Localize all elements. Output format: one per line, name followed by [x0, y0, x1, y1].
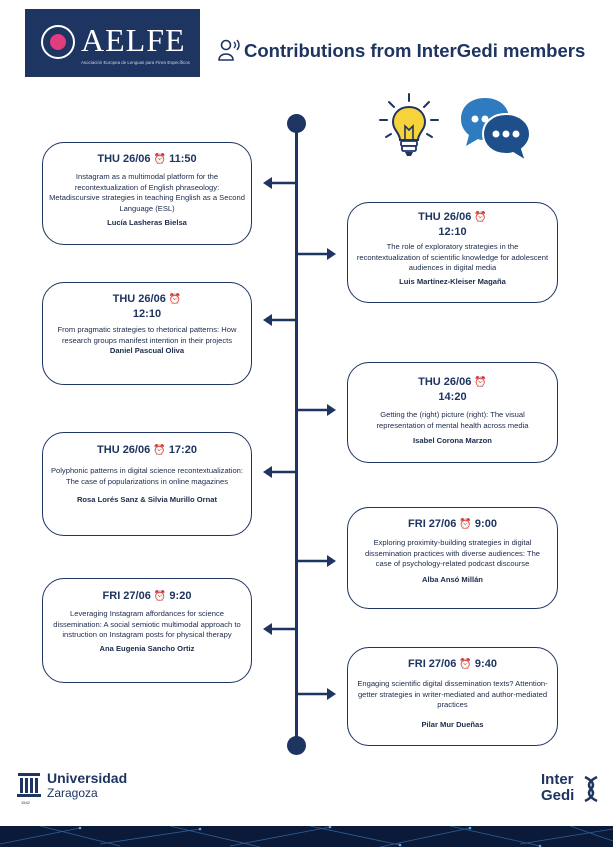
logo-circle-icon — [41, 25, 75, 59]
session-description: Engaging scientific digital dissemination texts? Attention-getter strategies in writer-mediated and author-mediated practices — [357, 679, 548, 709]
timeline-start-dot — [287, 114, 306, 133]
alarm-clock-icon: ⏰ — [474, 212, 487, 223]
arrow-left-icon — [262, 466, 298, 478]
logo-name: AELFE — [81, 22, 186, 58]
arrow-right-icon — [297, 555, 337, 567]
arrow-left-icon — [262, 314, 298, 326]
session-author: Rosa Lorés Sanz & Silvia Murillo Ornat — [76, 495, 218, 504]
arrow-right-icon — [297, 688, 337, 700]
session-card — [347, 202, 558, 303]
logo-subtitle: Asociación Europea de Lenguas para Fines Específicos — [81, 60, 190, 65]
alarm-clock-icon: ⏰ — [153, 154, 167, 165]
session-card — [42, 282, 252, 385]
lightbulb-icon — [377, 92, 441, 160]
alarm-clock-icon: ⏰ — [168, 294, 182, 305]
chat-bubbles-icon — [458, 94, 534, 166]
aelfe-logo — [25, 9, 200, 77]
session-author: Lucía Lasheras Bielsa — [107, 218, 187, 227]
alarm-clock-icon: ⏰ — [459, 519, 472, 530]
intergedi-logo-line1: Inter — [541, 771, 574, 788]
intergedi-helix-icon — [583, 775, 599, 803]
arrow-left-icon — [262, 177, 298, 189]
alarm-clock-icon: ⏰ — [153, 445, 166, 456]
session-author: Ana Eugenia Sancho Ortiz — [99, 643, 195, 653]
session-header: FRI 27/06 ⏰ 9:40 — [408, 658, 497, 670]
timeline-line — [295, 123, 298, 746]
session-header: THU 26/06 ⏰ 17:20 — [97, 444, 197, 456]
session-header: THU 26/06 ⏰ 12:10 — [112, 293, 182, 320]
arrow-right-icon — [297, 404, 337, 416]
university-name: Universidad — [47, 770, 128, 786]
session-header: FRI 27/06 ⏰ 9:20 — [102, 590, 192, 602]
session-description: Instagram as a multimodal platform for the recontextualization of English phraseology: Metadiscursive strategies in teaching English as a Second Language (ESL) — [49, 172, 245, 213]
session-author: Alba Ansó Millán — [422, 574, 483, 584]
timeline-end-dot — [287, 736, 306, 755]
session-card — [42, 578, 252, 683]
university-year: 1542 — [21, 800, 30, 805]
session-header: FRI 27/06 ⏰ 9:00 — [408, 518, 497, 530]
alarm-clock-icon: ⏰ — [153, 591, 167, 602]
session-description: Polyphonic patterns in digital science recontextualization: The case of popularizations in online magazines — [50, 466, 244, 486]
session-description: Exploring proximity-building strategies in digital dissemination practices with diverse audiences: The case of psychology-related podcast discourse — [364, 538, 541, 568]
session-description: From pragmatic strategies to rhetorical patterns: How research groups manifest intention in their projects — [57, 325, 237, 345]
session-header: THU 26/06 ⏰ 12:10 — [418, 211, 487, 238]
university-city: Zaragoza — [47, 786, 98, 800]
arrow-left-icon — [262, 623, 298, 635]
session-description: Getting the (right) picture (right): The visual representation of mental health across media — [376, 410, 529, 430]
session-card — [347, 647, 558, 746]
session-author: Pilar Mur Dueñas — [421, 719, 484, 729]
session-header: THU 26/06 ⏰ 11:50 — [97, 153, 197, 165]
session-author: Isabel Corona Marzon — [413, 436, 492, 445]
footer-network-banner — [0, 826, 613, 847]
session-card — [42, 142, 252, 245]
session-card — [347, 362, 558, 463]
university-crest-icon — [16, 770, 42, 800]
session-author: Luis Martínez-Kleiser Magaña — [399, 276, 506, 286]
page-title: Contributions from InterGedi members — [244, 40, 586, 61]
alarm-clock-icon: ⏰ — [459, 659, 472, 670]
alarm-clock-icon: ⏰ — [474, 377, 487, 388]
session-author: Daniel Pascual Oliva — [109, 346, 185, 355]
speaking-person-icon — [218, 38, 242, 64]
network-lines-decoration — [0, 826, 613, 847]
session-description: Leveraging Instagram affordances for science dissemination: A social semiotic multimodal approach to instruction on Instagram posts for physical therapy — [53, 609, 241, 639]
session-description: The role of exploratory strategies in the recontextualization of scientific knowledge for adolescent audiences in digital media — [356, 242, 549, 272]
intergedi-logo-line2: Gedi — [541, 787, 575, 804]
session-header: THU 26/06 ⏰ 14:20 — [418, 376, 487, 403]
arrow-right-icon — [297, 248, 337, 260]
session-card — [42, 432, 252, 536]
session-card — [347, 507, 558, 609]
